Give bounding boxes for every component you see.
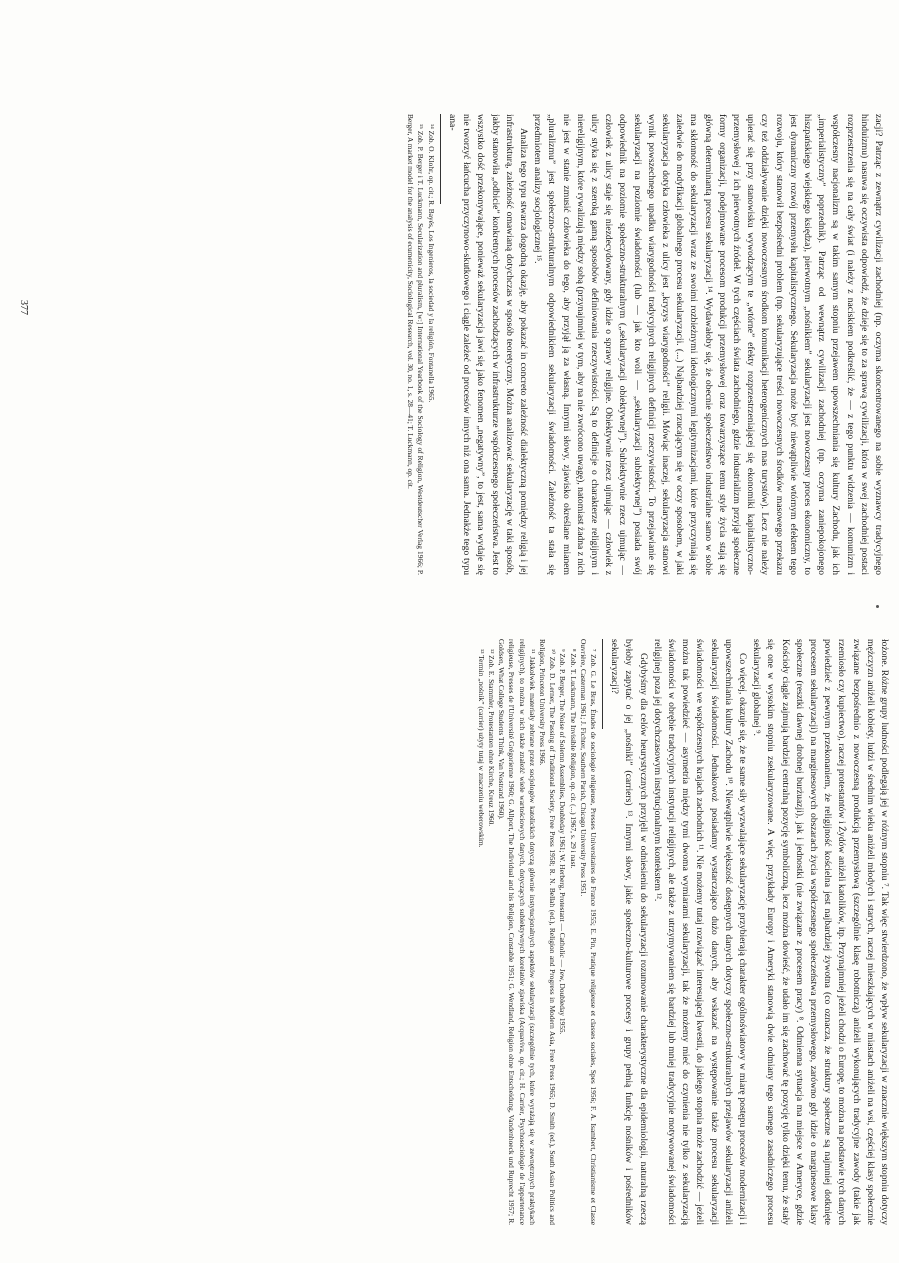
footnote: ⁷ Zob. G. Le Bras, Études de sociologie religieuse, Presses Universitaires de France 1955; E. Pin, Pratique religieuse et classes sociales, Spes 1956; F. A. Isambert, Christianisme et Classe Ouvrière, Casterman 1961; J. Fichter, Southern Parish, Chicago University Press 1951.: [578, 639, 598, 1225]
footnote-rule: [440, 114, 441, 204]
paragraph: łożone. Różne grupy ludności podlegają jej w różnym stopniu ⁷. Tak więc stwierdzono, że wpływ sekularyzacji w znacznie większym stopniu dotyczy mężczyzn aniżeli kobiety, ludzi w średnim wieku aniżeli młodych i starych, raczej mieszkających w miastach aniżeli na wsi, częściej klasy społecznie związane bezpośrednio z nowoczesną produkcją przemysłową (szczególnie klasę robotniczą) aniżeli wykonujących tradycyjne zawody (takie jak rzemiosło czy kupiectwo), raczej protestantów i Żydów aniżeli katolików, itp. Przynajmniej jeżeli chodzi o Europę, to można na podstawie tych danych powiedzieć z pewnym przekonaniem, że religijność kościelna jest najbardziej żywotna (co oznacza, że struktury społeczne są najmniej dotknięte procesem sekularyzacji) na marginesowych obszarach życia współczesnego społeczeństwa przemysłowego, zarówno gdy idzie o marginesowe klasy społeczne (resztki dawnej drobnej burżuazji), jak i jednostki (nie związane z procesem pracy) ⁸. Odmienna sytuacja ma miejsce w Ameryce, gdzie Kościoły ciągle zajmują bardziej centralną pozycję symboliczną, lecz można dowieść, że udało im się zachować tę pozycję tylko dzięki temu, że stały się one w wysokim stopniu zsekularyzowane. A więc, przykłady Europy i Ameryki stanowią dwie odmiany tego samego zasadniczego procesu sekularyzacji globalnej ⁹.: [751, 639, 890, 1225]
left-text-column: [0, 114, 885, 575]
footnote: ¹⁵ Zob. P. Berger i T. Luckmann, Secularization and pluralism, [w:] International Yearbook of the Sociology of Religion, Westdeutscher Verlag 1966; P. Berger, A market model for the analysis of ecumenicity, Sociological Research, vol. 30, no. 1, s. 28—41; T. Luckmann, op. cit.: [406, 114, 426, 575]
footnote: ⁸ Zob. T. Luckmann, The Invisible Religion, op. cit. (...) 1967, s. 29 i nast.: [568, 649, 578, 869]
left-page: [0, 0, 899, 615]
page-number: 377: [18, 300, 29, 315]
footnote: ¹⁰ Zob. D. Lerner, The Passing of Traditional Society, Free Press 1958; R. N. Bellah (ed.), Religion and Progress in Modern Asia, Free Press 1965; D. Smith (ed.), South Asian Politics and Religion, Princeton University Press 1966.: [537, 639, 558, 1225]
footnote: ¹¹ Jakkolwiek materiały zebrane przez socjologów katolickich dotyczą głównie instytucjonalnych aspektów sekularyzacji (szczególnie tych, które wyrażają się w zewnętrznych praktykach religijnych), to można w nich także znaleźć wiele wartościowych danych, dotyczących subiektywnych korelatów zjawiska (Acquaviva, op. cit.; H. Carrier, Psychosociologie de l'appartenance religieuse, Presses de l'Université Grégorienne 1960; G. Allport, The Individual and his Religion, Constable 1951; G. Wendland, Religion ohne Entscheidung, Vandenhoeck und Ruprecht 1957; R. Goldsen, What College Students Think, Van Nostrand 1960).: [497, 639, 537, 1225]
footnote-rule: [602, 639, 603, 729]
left-body-text: [445, 114, 885, 575]
paragraph: Co więcej, okazuje się, że te same siły wyzwalające sekularyzację przybierają charakter ogólnoświatowy w miarę postępu procesów modernizacji i upowszechniania kultury Zachodu ¹⁰. Niewątpliwie większość dostępnych danych dotyczy społeczno-strukturalnych przejawów sekularyzacji aniżeli sekularyzacji świadomości. Jednakowoż posiadamy wystarczająco dużo danych, aby wskazać na występowanie także procesu sekularyzacji świadomości we współczesnych krajach zachodnich ¹¹. Nie możemy tutaj rozwiązać interesującej kwestii, do jakiego stopnia może zachodzić — jeżeli można tak powiedzieć — asymetria między tymi dwoma wymiarami sekularyzacji, tak że możemy mieć do czynienia nie tylko z sekularyzacją świadomości w obrębie tradycyjnych instytucji religijnych, ale także z utrzymywaniem się bardziej lub mniej tradycyjnie motywowanej świadomości religijnej poza jej dotychczasowym instytucjonalnym kontekstem ¹².: [651, 639, 748, 1225]
paragraph: Gdybyśmy dla celów heurystycznych przyjęli w odniesieniu do sekularyzacji rozumowanie charakterystyczne dla epidemiologii, naturalną rzeczą byłoby zapytać o jej „nośniki” (carriers) ¹³. Innymi słowy, jakie społeczno-kulturowe procesy i grupy pełnią funkcję nośników i pośredników sekularyzacji?: [609, 639, 649, 1225]
footnote: ¹⁴ Zob. O. Klohr, op. cit.; R. Bayés, Los Ingenieros, la sociedad y la religión, Fontanella 1965.: [426, 124, 436, 403]
footnote: ¹³ Termin „nośnik” (carrier) użyty tutaj w znaczeniu weberowskim.: [476, 649, 486, 848]
right-body-text: [607, 639, 891, 1225]
right-footnotes: [476, 639, 598, 1225]
right-text-column: [0, 639, 891, 1225]
scan-speck: [876, 605, 879, 608]
footnote: ¹² Zob. E. Stammler, Protestanten ohne Kirche, Kreuz 1960.: [486, 649, 496, 827]
paragraph: zacji? Patrząc z zewnątrz cywilizacji zachodniej (np. oczyma skoncentrowanego na sobie wyznawcy tradycyjnego hinduizmu) nasuwa się oczywista odpowiedź, że dzieje się to za sprawą cywilizacji, która w swej zachodniej postaci rozprzestrzenia się na cały świat (i należy z naciskiem podkreślić, że — z tego punktu widzenia — komunizm i współczesny nacjonalizm są w takim samym stopniu przejawem upowszechniania się kultury Zachodu, jak ich „imperialistyczny” poprzednik). Patrząc od wewnątrz cywilizacji zachodniej (np. oczyma zaniepokojonego hiszpańskiego wiejskiego księdza), pierwotnym „nośnikiem” sekularyzacji jest nowoczesny proces ekonomiczny, to jest dynamiczny rozwój przemysłu kapitalistycznego. Sekularyzacja może być niewątpliwie wtórnym efektem tego rozwoju, który stanowił bezpośredni problem (np. sekularyzujące treści nowoczesnych środków masowego przekazu czy też oddziaływanie dzięki nowoczesnym środkom komunikacji heterogenicznych mas turystów). Lecz nie należy upierać się przy stanowisku wywodzącym te „wtórne” efekty rozprzestrzeniającej się ekonomiki kapitalistyczno-przemysłowej z ich pierwotnych źródeł. W tych częściach świata zachodniego, gdzie industrializm przyjął społeczne formy organizacji, podejmowane procesom produkcji przemysłowej oraz towarzyszące temu style życia stają się główną determinantą procesu sekularyzacji ¹⁴. Wydawałoby się, że obecnie społeczeństwo industrialne samo w sobie ma skłonność do sekularyzacji wraz ze swoimi rozbieżnymi ideologicznymi legitymizacjami, które przyczyniają się zaledwie do modyfikacji globalnego procesu sekularyzacji. (...) Najbardziej rzucającym się w oczy sposobem, w jaki sekularyzacja dotyka człowieka z ulicy jest „kryzys wiarygodności” religii. Mówiąc inaczej, sekularyzacja stanowi wynik powszechnego upadku wiarygodności tradycyjnych religijnych definicji rzeczywistości. To przejawianie się sekularyzacji na poziomie świadomości (lub — jak kto woli — „sekularyzacji subiektywnej”) posiada swój odpowiednik na poziomie społeczno-strukturalnym („sekularyzacji obiektywnej”). Subiektywnie rzecz ujmując — człowiek z ulicy staje się niezdecydowany, gdy idzie o sprawy religijne. Obiektywnie rzecz ujmując — człowiek z ulicy styka się z szeroką gamą sposobów definiowania rzeczywistości. Są to definicje o charakterze religijnym i niereligijnym, które rywalizują między sobą (przynajmniej w tym, aby na nie zwrócono uwagę), natomiast żadna z nich nie jest w stanie zmusić człowieka do tego, aby przyjął ją za własną. Innymi słowy, zjawisko określane mianem „pluralizmu” jest społeczno-strukturalnym odpowiednikiem sekularyzacji świadomości. Zależność ta stała się przedmiotem analizy socjologicznej ¹⁵.: [532, 114, 884, 575]
left-footnotes: [405, 114, 436, 575]
footnote: ⁹ Zob. P. Berger, The Noise of Solemn Assemblies, Doubleday 1961; W. Herberg, Protestant — Catholic — Jew, Doubleday 1955.: [558, 649, 568, 1035]
paragraph: Analiza tego typu stwarza dogodną okazję, aby pokazać in concreto zależność dialektyczną pomiędzy religią i jej infrastrukturą, zależność omawianą dotychczas w sposób teoretyczny. Można analizować sekularyzację w taki sposób, jakby stanowiła „odbicie” konkretnych procesów zachodzących w infrastrukturze współczesnego społeczeństwa. Jest to wszystko dość przekonywające, ponieważ sekularyzacja jawi się jako fenomen „negatywny”, to jest, sama wydaje się nie tworzyć łańcucha przyczynowo-skutkowego i ciągle zależeć od procesów innych niż ona sama. Jednakże tego typu ana-: [446, 114, 529, 575]
right-page: [0, 625, 899, 1263]
